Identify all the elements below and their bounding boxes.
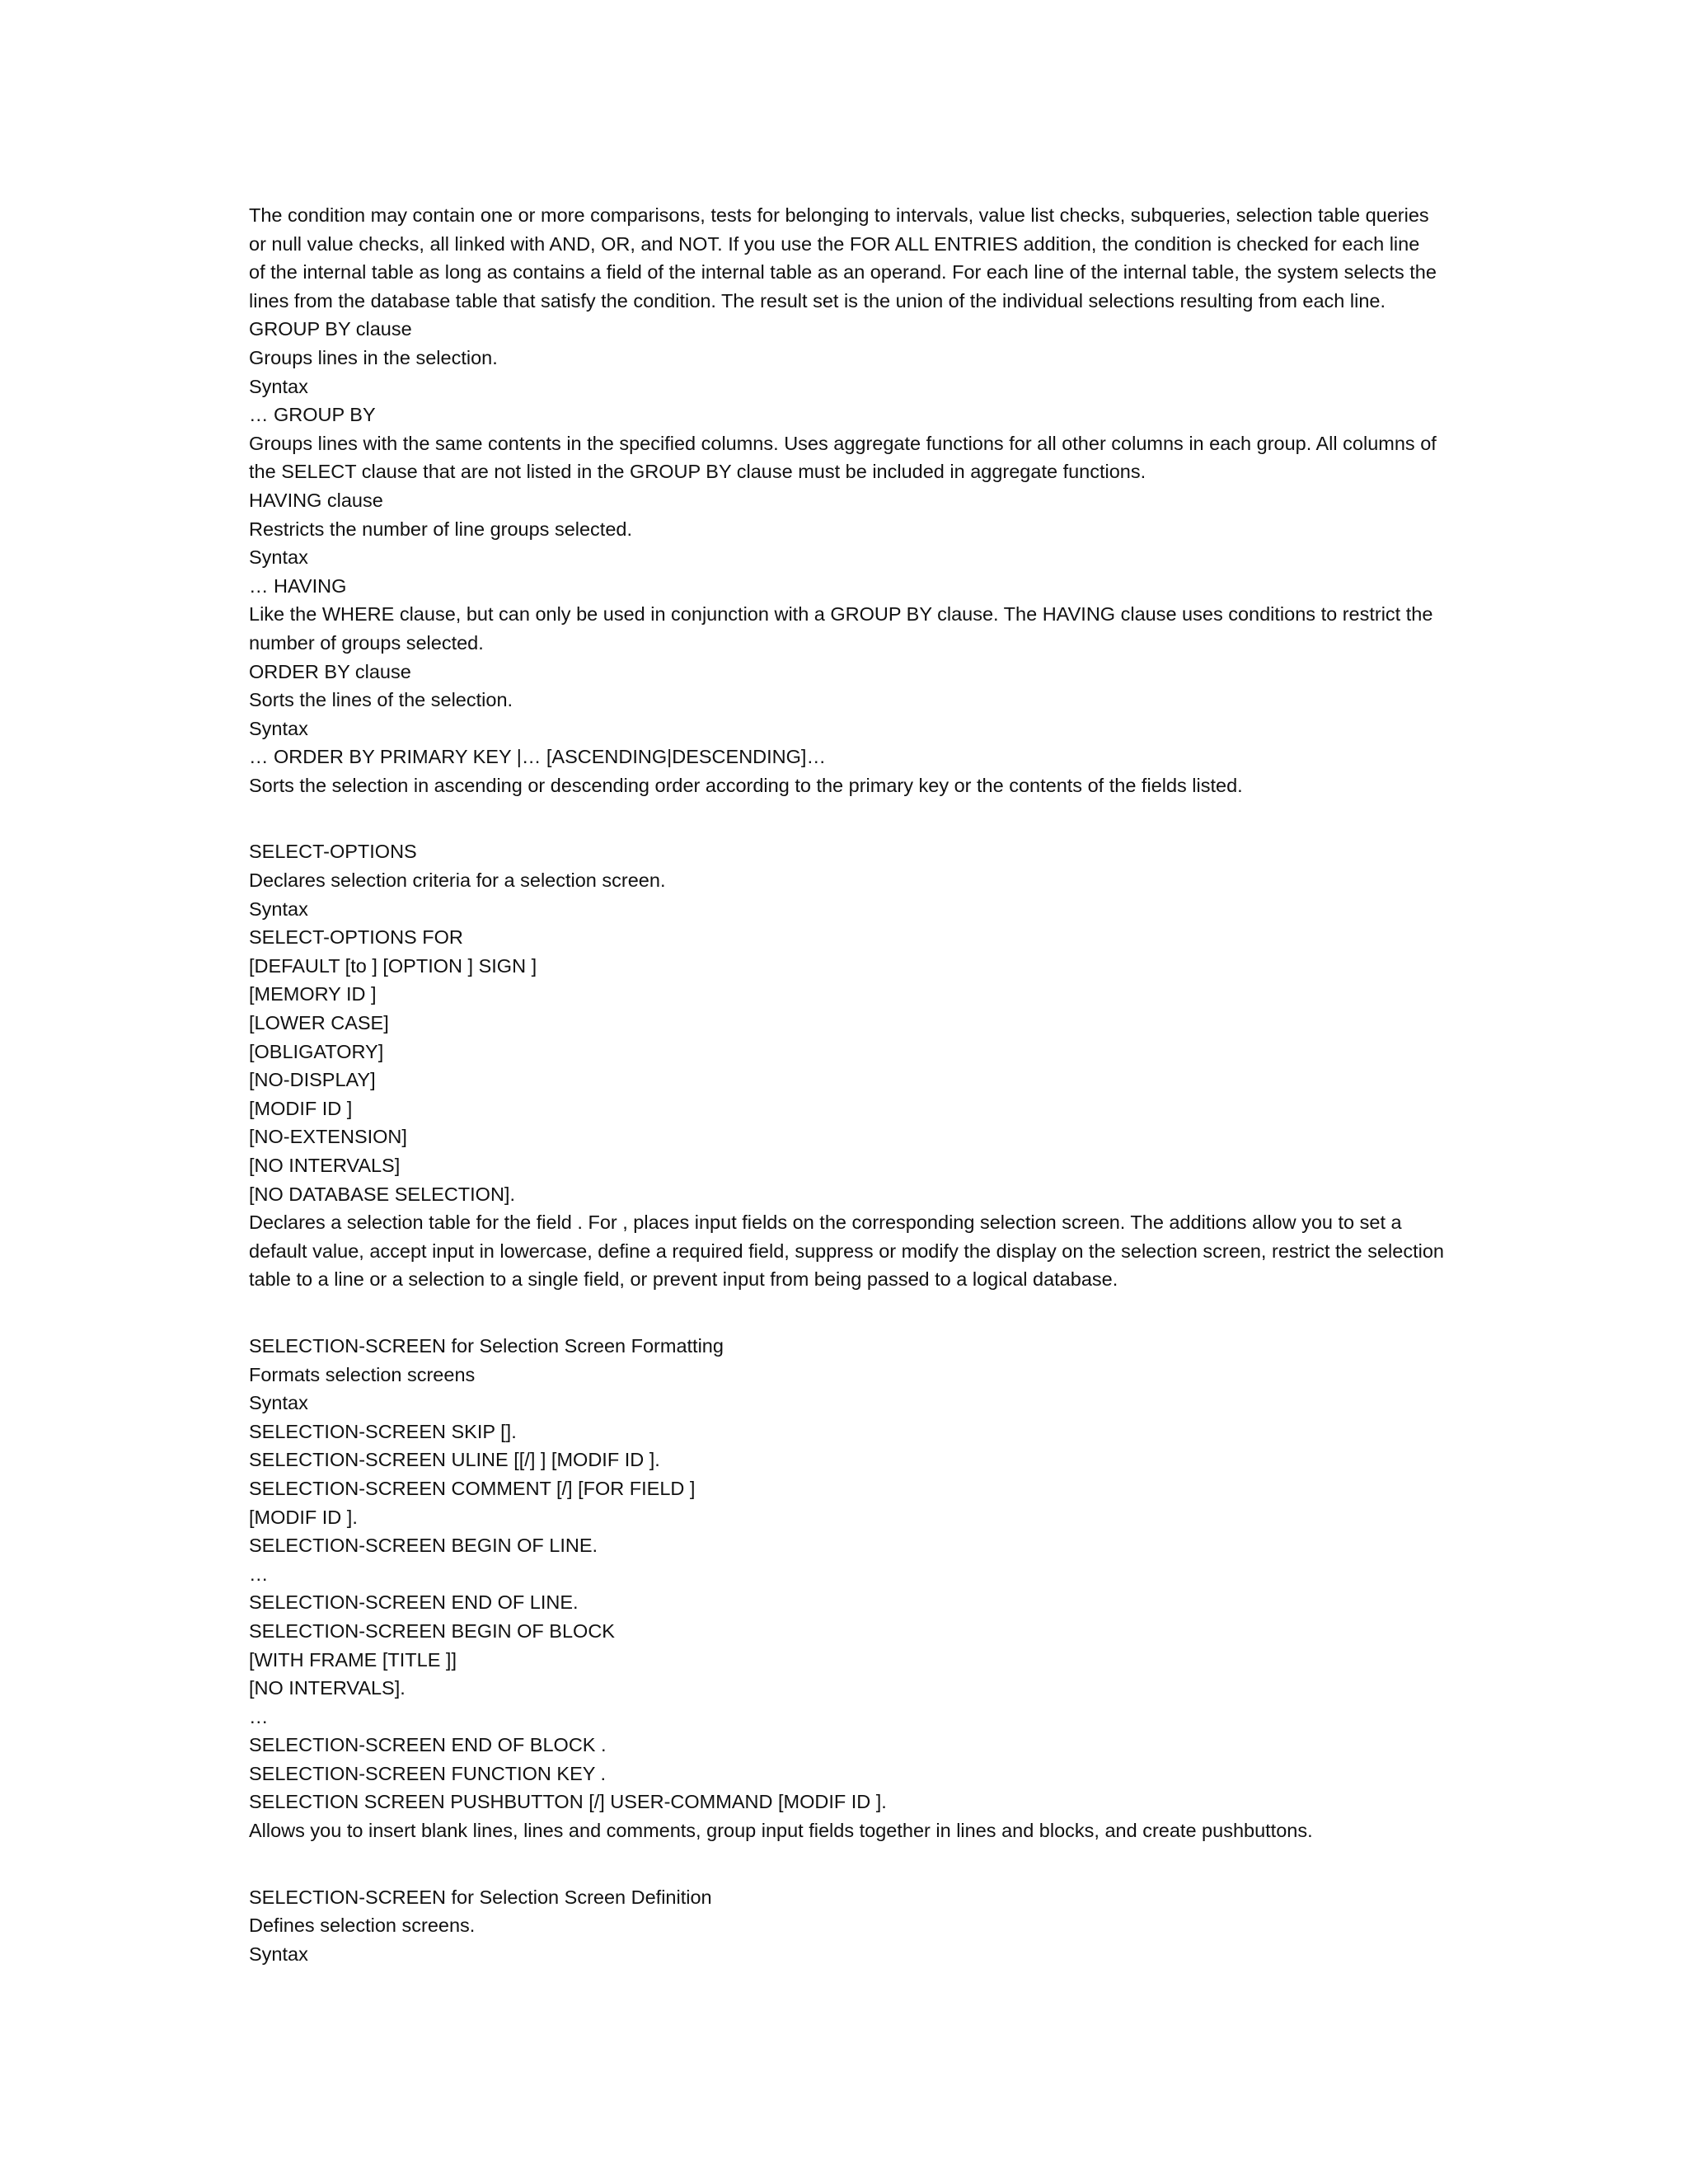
text-line: [NO-EXTENSION]: [249, 1126, 407, 1148]
text-line: ORDER BY clause: [249, 660, 411, 682]
text-line: Syntax: [249, 1392, 308, 1414]
text-line: [NO-DISPLAY]: [249, 1069, 376, 1091]
text-line: Sorts the selection in ascending or descending order according to the primary key or the contents of the fields listed.: [249, 774, 1243, 796]
text-line: of the internal table as long as contains a field of the internal table as an operand. For each line of the internal table, the system selects the: [249, 261, 1437, 284]
text-line: … HAVING: [249, 574, 347, 597]
text-line: SELECT-OPTIONS: [249, 841, 417, 863]
text-line: Defines selection screens.: [249, 1915, 476, 1937]
text-line: [LOWER CASE]: [249, 1012, 389, 1034]
text-line: Syntax: [249, 1943, 308, 1965]
text-line: HAVING clause: [249, 489, 383, 511]
text-line: SELECTION-SCREEN for Selection Screen Formatting: [249, 1334, 724, 1357]
text-line: table to a line or a selection to a single field, or prevent input from being passed to a logical database.: [249, 1268, 1118, 1291]
text-line: …: [249, 1705, 269, 1727]
text-line: SELECTION SCREEN PUSHBUTTON [/] USER-COMMAND [MODIF ID ].: [249, 1791, 887, 1813]
text-line: or null value checks, all linked with AND, OR, and NOT. If you use the FOR ALL ENTRIES addition, the condition is checked for each line: [249, 232, 1420, 255]
text-line: Sorts the lines of the selection.: [249, 689, 513, 711]
text-section: [249, 1332, 1452, 1845]
text-line: SELECTION-SCREEN BEGIN OF BLOCK: [249, 1619, 615, 1642]
text-line: lines from the database table that satisfy the condition. The result set is the union of the individual selections resulting from each line.: [249, 289, 1386, 312]
text-section: [249, 1883, 1452, 1969]
text-line: Declares a selection table for the field . For , places input fields on the corresponding selection screen. The additions allow you to set a: [249, 1212, 1402, 1234]
text-line: SELECTION-SCREEN END OF LINE.: [249, 1591, 579, 1614]
text-line: [MEMORY ID ]: [249, 983, 377, 1005]
text-line: number of groups selected.: [249, 631, 484, 654]
text-line: [OBLIGATORY]: [249, 1040, 384, 1062]
text-line: … GROUP BY: [249, 404, 376, 426]
text-line: [NO DATABASE SELECTION].: [249, 1183, 515, 1205]
text-line: The condition may contain one or more comparisons, tests for belonging to intervals, value list checks, subqueries, selection table queries: [249, 204, 1429, 226]
text-line: GROUP BY clause: [249, 318, 412, 340]
document-page: [249, 201, 1452, 1968]
text-line: the SELECT clause that are not listed in the GROUP BY clause must be included in aggregate functions.: [249, 461, 1146, 483]
text-line: default value, accept input in lowercase, define a required field, suppress or modify the display on the selection screen, restrict the selection: [249, 1240, 1444, 1262]
text-line: Restricts the number of line groups selected.: [249, 518, 633, 540]
text-line: SELECTION-SCREEN END OF BLOCK .: [249, 1734, 607, 1756]
text-line: Groups lines in the selection.: [249, 346, 498, 368]
text-line: SELECTION-SCREEN BEGIN OF LINE.: [249, 1535, 598, 1557]
text-line: Syntax: [249, 375, 308, 397]
text-line: …: [249, 1563, 269, 1585]
text-line: Syntax: [249, 717, 308, 739]
text-line: SELECTION-SCREEN COMMENT [/] [FOR FIELD ]: [249, 1477, 696, 1499]
text-line: [WITH FRAME [TITLE ]]: [249, 1648, 457, 1671]
text-line: … ORDER BY PRIMARY KEY |… [ASCENDING|DESCENDING]…: [249, 746, 826, 768]
text-line: [NO INTERVALS].: [249, 1677, 406, 1699]
text-line: SELECT-OPTIONS FOR: [249, 926, 463, 949]
text-line: Formats selection screens: [249, 1363, 476, 1385]
text-line: SELECTION-SCREEN FUNCTION KEY .: [249, 1762, 607, 1784]
text-section: [249, 837, 1452, 1294]
text-line: Declares selection criteria for a selection screen.: [249, 869, 666, 892]
text-line: Allows you to insert blank lines, lines and comments, group input fields together in lines and blocks, and create pushbuttons.: [249, 1820, 1313, 1842]
text-line: SELECTION-SCREEN SKIP [].: [249, 1420, 517, 1442]
text-line: [MODIF ID ]: [249, 1097, 353, 1119]
text-line: Syntax: [249, 546, 308, 569]
text-section: [249, 201, 1452, 799]
text-line: [NO INTERVALS]: [249, 1155, 401, 1176]
text-line: [DEFAULT [to ] [OPTION ] SIGN ]: [249, 954, 537, 977]
text-line: Groups lines with the same contents in the specified columns. Uses aggregate functions for all other columns in each group. All columns of: [249, 432, 1437, 454]
text-line: Syntax: [249, 898, 308, 920]
text-line: SELECTION-SCREEN for Selection Screen Definition: [249, 1886, 712, 1908]
text-line: SELECTION-SCREEN ULINE [[/] ] [MODIF ID ].: [249, 1449, 660, 1471]
text-line: Like the WHERE clause, but can only be used in conjunction with a GROUP BY clause. The HAVING clause uses conditions to restrict the: [249, 603, 1433, 626]
text-line: [MODIF ID ].: [249, 1506, 358, 1528]
